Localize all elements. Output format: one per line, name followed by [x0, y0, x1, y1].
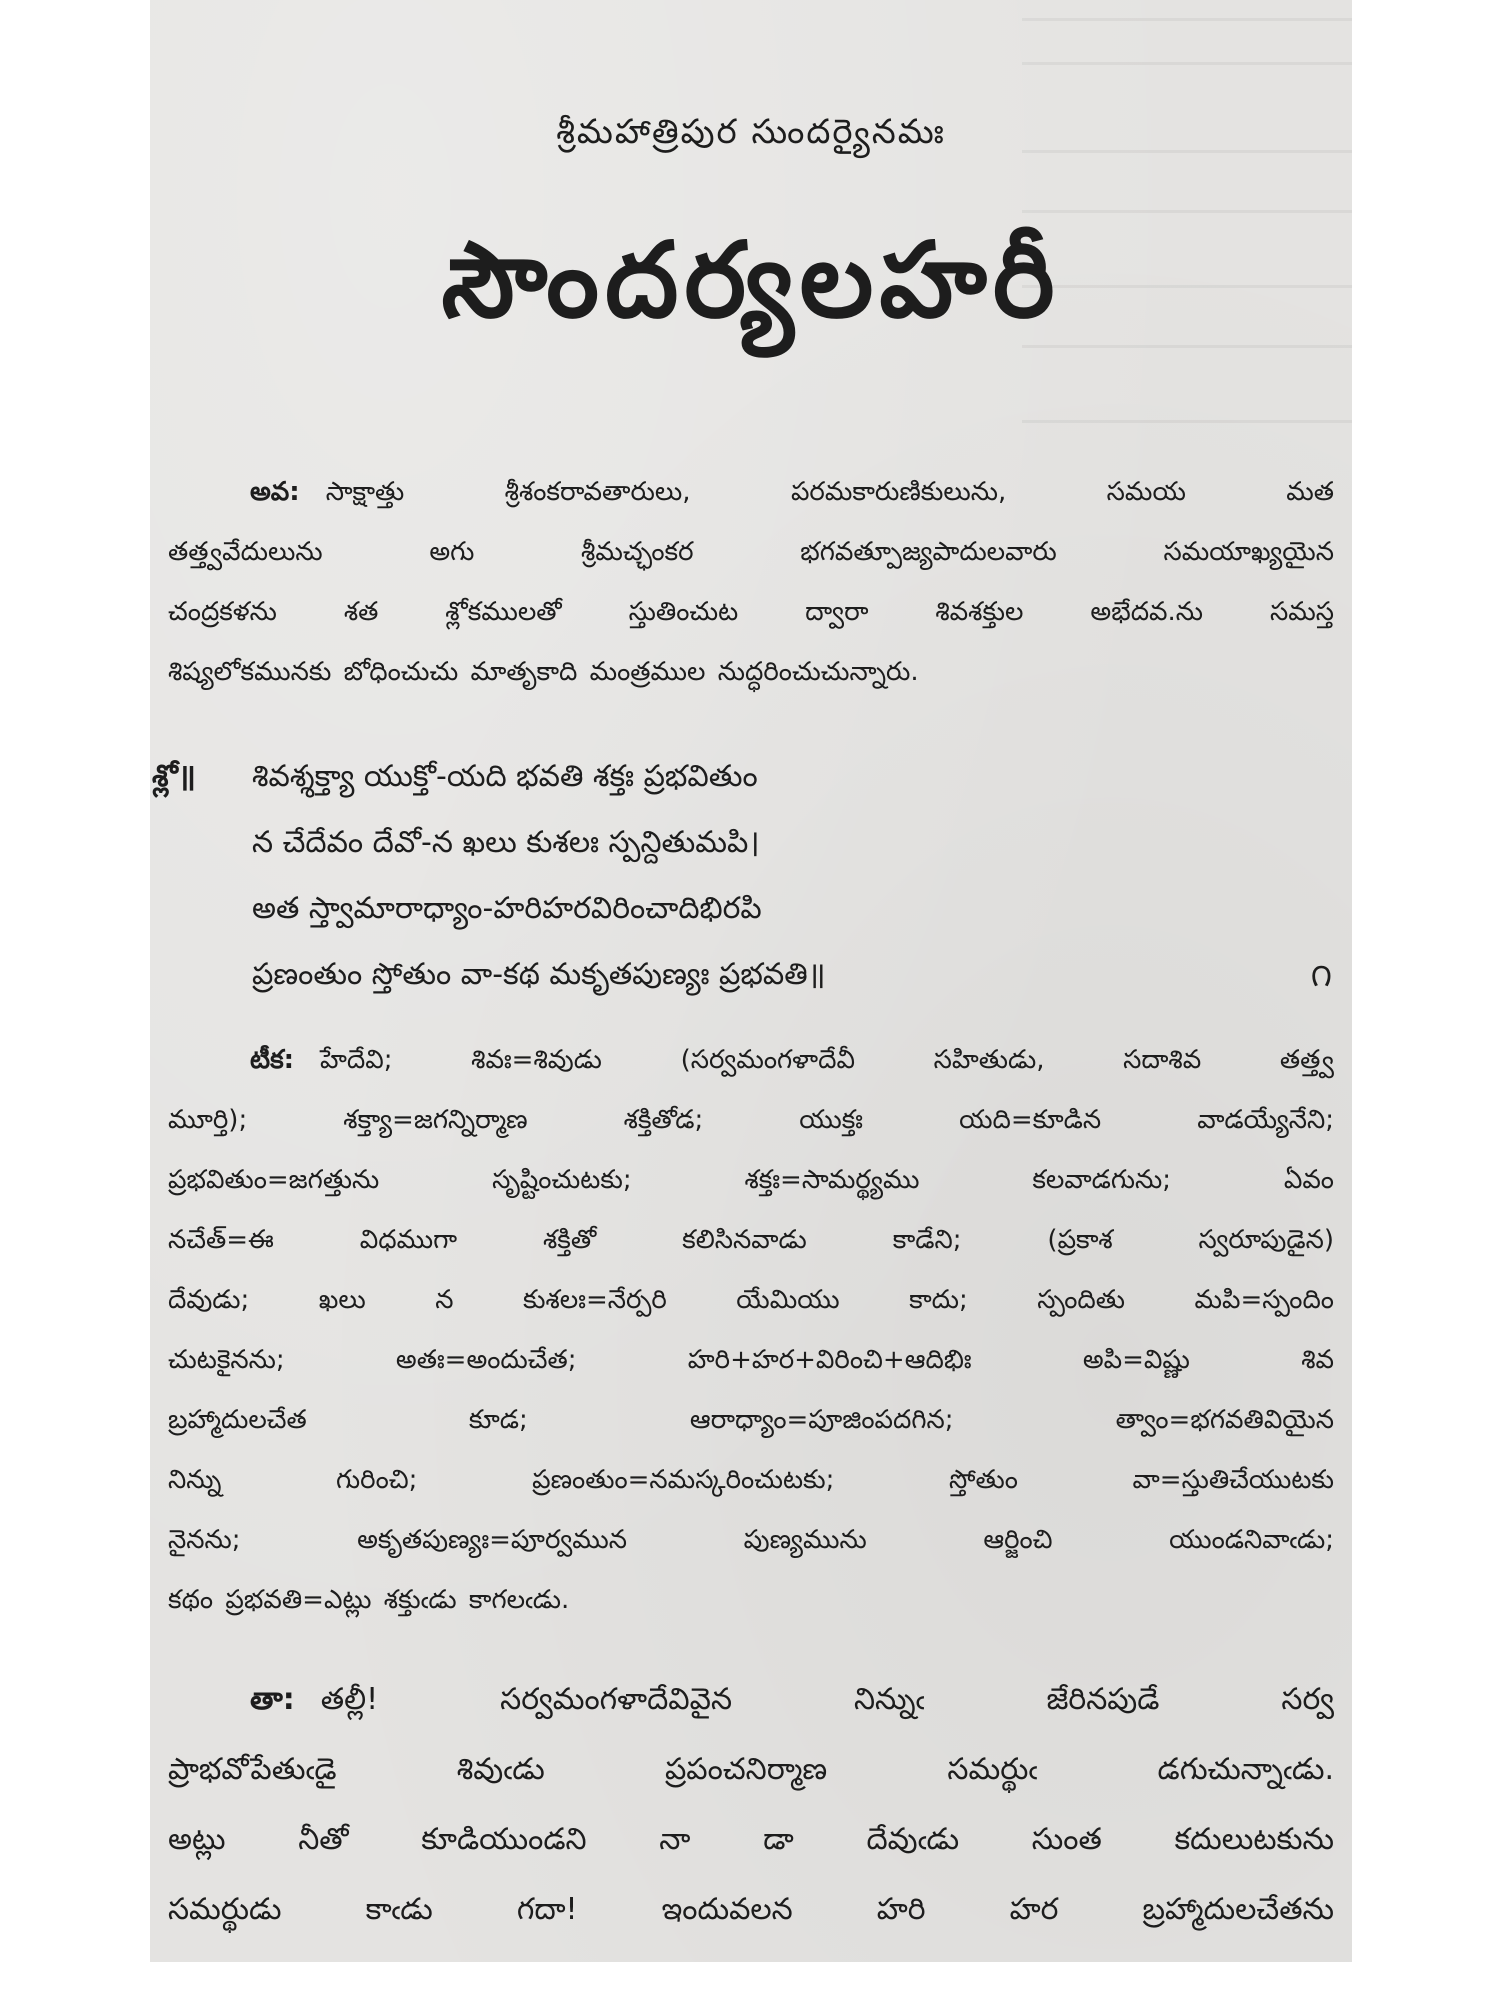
- intro-line: తత్త్వవేదులును అగు శ్రీమచ్ఛంకర భగవత్పూజ్యపాదులవారు సమయాఖ్యయైన: [168, 537, 1334, 567]
- commentary-line: కథం ప్రభవతి=ఎట్లు శక్తుఁడు కాగలఁడు.: [168, 1585, 570, 1615]
- meaning-label: తా:: [250, 1682, 295, 1717]
- intro-line: శిష్యలోకమునకు బోధించుచు మాతృకాది మంత్రముల నుద్ధరించుచున్నారు.: [168, 657, 919, 687]
- invocation: శ్రీమహాత్రిపుర సుందర్యైనమః: [556, 112, 946, 152]
- verse-number: ౧: [1310, 956, 1332, 994]
- commentary-line: చుటకైనను; అతః=అందుచేత; హరి+హర+విరించి+ఆదిభిః అపి=విష్ణు శివ: [168, 1345, 1334, 1375]
- commentary-line: మూర్తి); శక్త్యా=జగన్నిర్మాణ శక్తితోడ; యుక్తః యది=కూడిన వాడయ్యేనేని;: [168, 1105, 1334, 1135]
- verse-label: శ్లో॥: [152, 759, 196, 794]
- meaning-line: ప్రాభవోపేతుఁడై శివుఁడు ప్రపంచనిర్మాణ సమర్థుఁ డగుచున్నాఁడు.: [168, 1752, 1334, 1787]
- meaning-line: సమర్థుడు కాఁడు గదా! ఇందువలన హరి హర బ్రహ్మాదులచేతను: [168, 1892, 1334, 1927]
- page-title: సౌందర్యలహరీ: [441, 218, 1061, 341]
- show-through-text: [1022, 420, 1352, 423]
- commentary-label: టీక:: [250, 1045, 295, 1075]
- verse-line: శివశ్శక్త్యా యుక్తో-యది భవతి శక్తః ప్రభవితుం: [252, 759, 758, 794]
- intro-text: సాక్షాత్తు శ్రీశంకరావతారులు, పరమకారుణికులును, సమయ మత: [325, 477, 1334, 507]
- commentary-line: [168, 1030, 1334, 1090]
- commentary-line: నిన్ను గురించి; ప్రణంతుం=నమస్కరించుటకు; స్తోతుం వా=స్తుతిచేయుటకు: [168, 1465, 1334, 1495]
- intro-line: [168, 462, 1334, 522]
- meaning-line: [168, 1665, 1334, 1735]
- verse-line: న చేదేవం దేవో-న ఖలు కుశలః స్పన్దితుమపి।: [252, 825, 760, 860]
- commentary-line: ప్రభవితుం=జగత్తును సృష్టించుటకు; శక్తః=సామర్థ్యము కలవాడగును; ఏవం: [168, 1165, 1334, 1195]
- show-through-text: [1022, 18, 1352, 21]
- commentary-line: నచేత్=ఈ విధముగా శక్తితో కలిసినవాడు కాడేని; (ప్రకాశ స్వరూపుడైన): [168, 1225, 1334, 1255]
- commentary-line: దేవుడు; ఖలు న కుశలః=నేర్పరి యేమియు కాదు; స్పందితు మపి=స్పందిం: [168, 1285, 1334, 1315]
- intro-line: చంద్రకళను శత శ్లోకములతో స్తుతించుట ద్వారా శివశక్తుల అభేదవ.ను సమస్త: [168, 597, 1334, 627]
- commentary-text: హేదేవి; శివః=శివుడు (సర్వమంగళాదేవీ సహితుడు, సదాశివ తత్త్వ: [320, 1045, 1334, 1075]
- verse-line: అత స్త్వామారాధ్యాం-హరిహరవిరించాదిభిరపి: [252, 891, 762, 926]
- meaning-line: అట్లు నీతో కూడియుండని నా డా దేవుఁడు సుంత కదులుటకును: [168, 1822, 1334, 1857]
- show-through-text: [1022, 62, 1352, 65]
- meaning-text: తల్లీ! సర్వమంగళాదేవివైన నిన్నుఁ జేరినపుడే సర్వ: [320, 1682, 1334, 1717]
- scanned-page: [150, 0, 1352, 1962]
- verse-line: ప్రణంతుం స్తోతుం వా-కథ మకృతపుణ్యః ప్రభవతి॥: [252, 957, 826, 992]
- commentary-line: నైనను; అకృతపుణ్యః=పూర్వమున పుణ్యమును ఆర్జించి యుండనివాఁడు;: [168, 1525, 1334, 1555]
- show-through-text: [1022, 210, 1352, 213]
- commentary-line: బ్రహ్మాదులచేత కూడ; ఆరాధ్యాం=పూజింపదగిన; త్వాం=భగవతివియైన: [168, 1405, 1334, 1435]
- intro-label: అవ:: [250, 477, 300, 507]
